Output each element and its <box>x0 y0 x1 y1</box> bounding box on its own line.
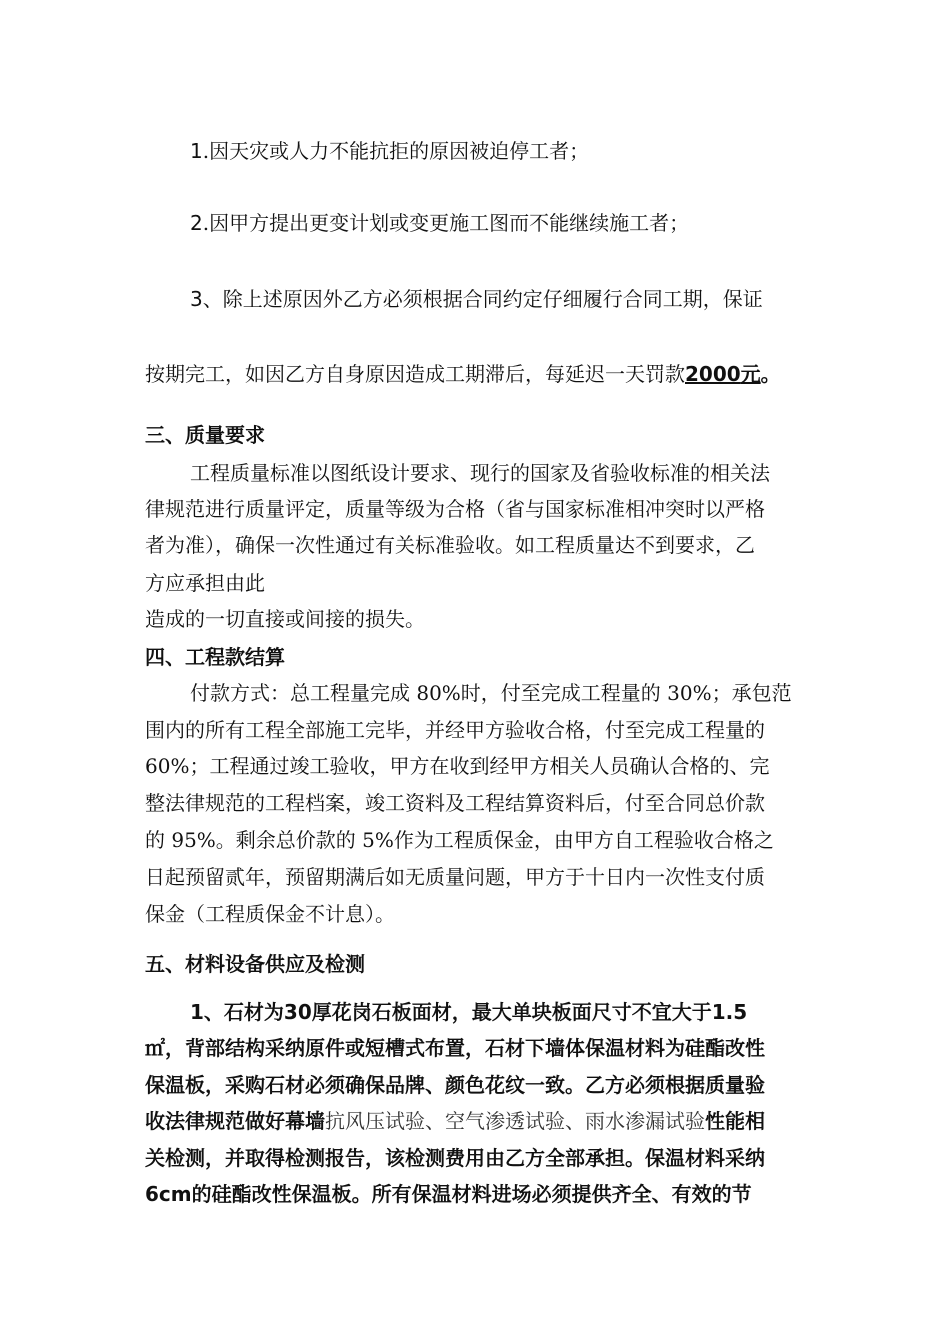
section-4-line: 围内的所有工程全部施工完毕，并经甲方验收合格，付至完成工程量的 <box>145 718 765 742</box>
section-4-line: 日起预留贰年，预留期满后如无质量问题，甲方于十日内一次性支付质 <box>145 865 765 889</box>
section-5-line: 6cm的硅酯改性保温板。所有保温材料进场必须提供齐全、有效的节 <box>145 1182 752 1206</box>
section-3-line: 造成的一切直接或间接的损失。 <box>145 607 425 631</box>
section-5-line: 1、石材为30厚花岗石板面材，最大单块板面尺寸不宜大于1.5 <box>190 1000 748 1024</box>
section-4-line: 保金（工程质保金不计息）。 <box>145 902 395 926</box>
item-3-continuation <box>145 357 781 391</box>
section-3-title: 三、质量要求 <box>145 423 265 447</box>
section-3-line: 律规范进行质量评定，质量等级为合格（省与国家标准相冲突时以严格 <box>145 497 765 521</box>
item-1-text: .因天灾或人力不能抗拒的原因被迫停工者； <box>202 139 590 163</box>
test-items: 抗风压试验、空气渗透试验、雨水渗漏试验 <box>325 1109 705 1133</box>
section-5-line: 关检测，并取得检测报告，该检测费用由乙方全部承担。保温材料采纳 <box>145 1146 765 1170</box>
item-3-text: 、除上述原因外乙方必须根据合同约定仔细履行合同工期，保证 <box>202 287 763 311</box>
section-4-line: 的 95%。剩余总价款的 5%作为工程质保金，由甲方自工程验收合格之 <box>145 828 774 852</box>
item-2-number: 2 <box>190 211 203 235</box>
item-1-number: 1 <box>190 139 203 163</box>
item-3 <box>190 282 763 316</box>
section-3-line: 方应承担由此 <box>145 571 265 595</box>
section-4-line: 付款方式：总工程量完成 80%时，付至完成工程量的 30%；承包范 <box>190 681 792 705</box>
section-4-title: 四、工程款结算 <box>145 645 285 669</box>
section-5-line: ㎡，背部结构采纳原件或短槽式布置，石材下墙体保温材料为硅酯改性 <box>145 1036 765 1060</box>
section-3-line: 工程质量标准以图纸设计要求、现行的国家及省验收标准的相关法 <box>190 461 770 485</box>
section-5-title: 五、材料设备供应及检测 <box>145 952 365 976</box>
item-3-cont-text: 按期完工，如因乙方自身原因造成工期滞后，每延迟一天罚款 <box>145 362 685 386</box>
item-2 <box>190 206 689 240</box>
section-3-line: 者为准），确保一次性通过有关标准验收。如工程质量达不到要求，乙 <box>145 533 755 557</box>
item-3-number: 3 <box>190 287 203 311</box>
section-4-line: 60%；工程通过竣工验收，甲方在收到经甲方相关人员确认合格的、完 <box>145 754 770 778</box>
section-5-line: 保温板，采购石材必须确保品牌、颜色花纹一致。乙方必须根据质量验 <box>145 1073 765 1097</box>
section-5-line: 收法律规范做好幕墙抗风压试验、空气渗透试验、雨水渗漏试验性能相 <box>145 1109 765 1133</box>
section-4-line: 整法律规范的工程档案，竣工资料及工程结算资料后，付至合同总价款 <box>145 791 765 815</box>
period-mark: 。 <box>760 362 781 386</box>
penalty-amount: 2000元 <box>685 362 761 386</box>
item-2-text: .因甲方提出更变计划或变更施工图而不能继续施工者； <box>202 211 690 235</box>
item-1 <box>190 134 589 168</box>
